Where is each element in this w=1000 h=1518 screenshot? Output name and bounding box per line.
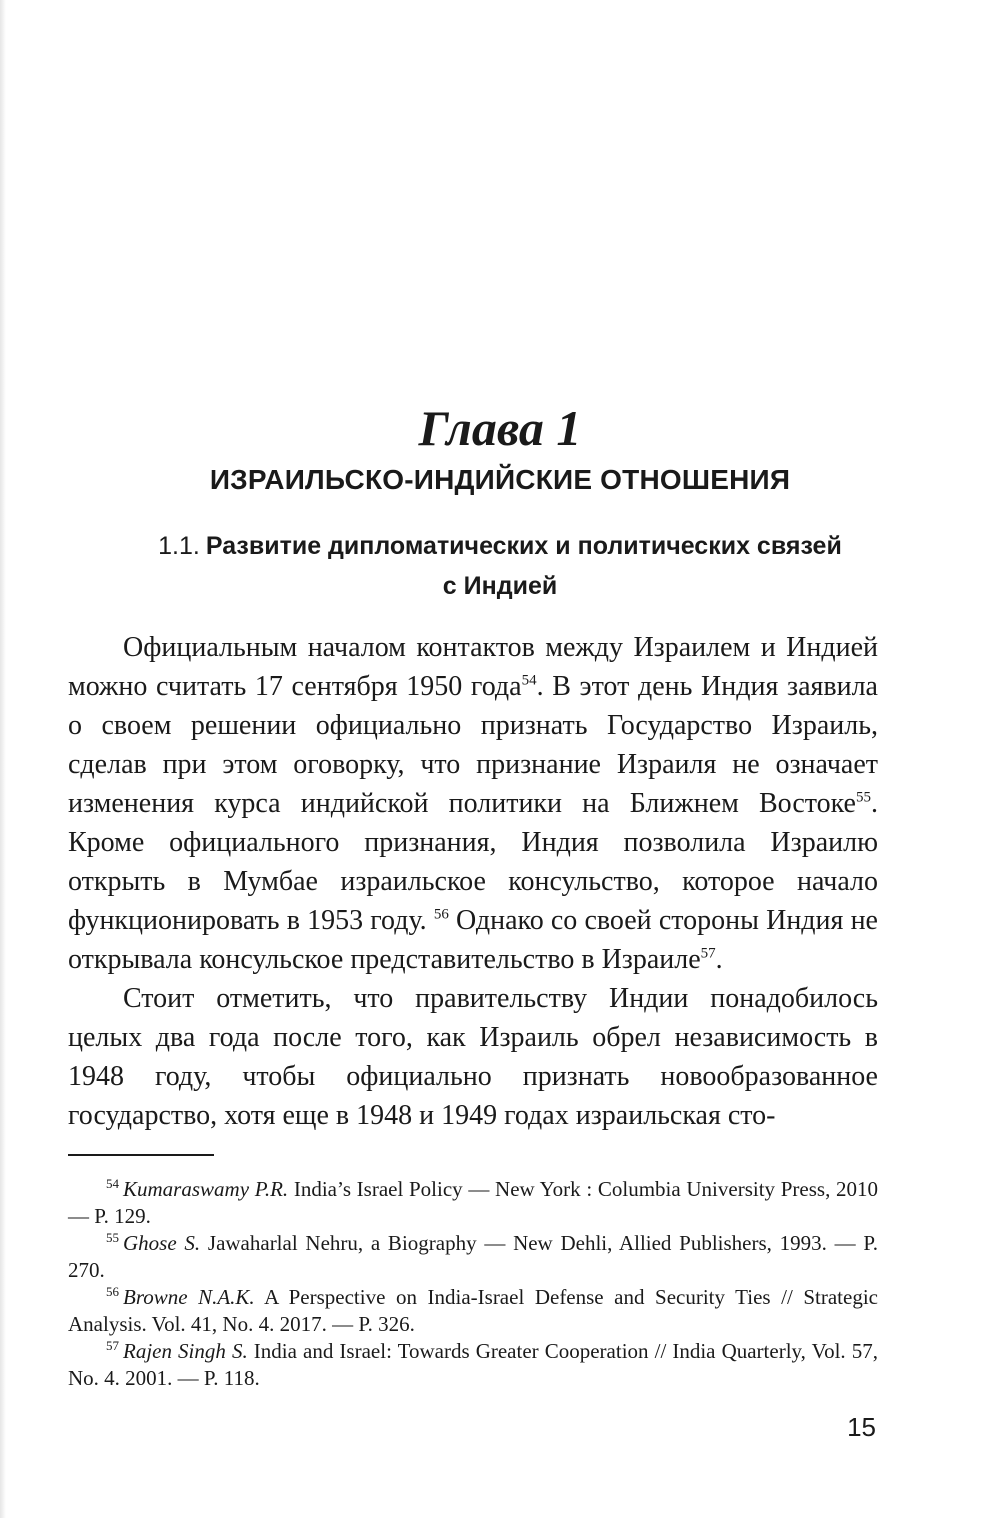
footnote-divider	[68, 1154, 214, 1156]
footnote-ref-56: 56	[433, 906, 449, 923]
page-edge-shadow	[0, 0, 6, 1518]
footnote-ref-54: 54	[521, 672, 537, 689]
section-number: 1.1.	[158, 532, 200, 560]
footnote-author: Rajen Singh S.	[123, 1339, 248, 1363]
footnote-56	[68, 1284, 878, 1338]
footnote-author: Ghose S.	[123, 1231, 201, 1255]
footnotes	[68, 1176, 878, 1392]
section-heading	[100, 526, 900, 606]
footnote-text: A Perspective on India-Israel Defense and Security Ties // Strategic Analysis. Vol. 41, No. 4. 2017. — P. 326.	[68, 1285, 878, 1336]
section-title-line1: Развитие дипломатических и политических связей	[205, 532, 842, 560]
footnote-number: 57	[106, 1338, 119, 1353]
footnote-number: 55	[106, 1230, 119, 1245]
paragraph-1-text-d: Однако со своей стороны Индия не открывала консульское представительство в Израиле	[68, 905, 878, 975]
body-text	[68, 628, 878, 1135]
footnote-author: Kumaraswamy P.R.	[123, 1177, 289, 1201]
page-number: 15	[847, 1412, 876, 1442]
footnote-text: India’s Israel Policy — New York : Columbia University Press, 2010 — P. 129.	[68, 1177, 879, 1228]
footnote-ref-55: 55	[856, 789, 871, 806]
footnote-text: Jawaharlal Nehru, a Biography — New Dehli, Allied Publishers, 1993. — P. 270.	[68, 1231, 878, 1282]
paragraph-2: Стоит отметить, что правительству Индии понадобилось целых два года после того, как Израиль обрел независимость в 1948 году, чтобы официально признать новообразованное государство, хотя еще в 1948 и 1949 годах израильская сто-	[68, 983, 878, 1131]
chapter-title: Глава 1	[418, 400, 582, 456]
footnote-54	[68, 1176, 878, 1230]
footnote-number: 56	[106, 1284, 119, 1299]
footnote-number: 54	[106, 1176, 119, 1191]
paragraph-1-text-e: .	[715, 944, 723, 975]
paragraph-1	[68, 628, 878, 979]
footnote-55	[68, 1230, 878, 1284]
paragraph-1-text-c: . Кроме официального признания, Индия позволила Израилю открыть в Мумбае израильское консульство, которое начало функционировать в 1953 году.	[68, 788, 878, 936]
footnote-ref-57: 57	[700, 945, 716, 962]
footnote-57	[68, 1338, 878, 1392]
chapter-subtitle: ИЗРАИЛЬСКО-ИНДИЙСКИЕ ОТНОШЕНИЯ	[209, 464, 791, 495]
section-title-line2: с Индией	[442, 572, 558, 600]
paragraph-1-text-b: . В этот день Индия заявила о своем решении официально признать Государство Израиль, сделав при этом оговорку, что признание Израиля не означает изменения курса индийской политики на Ближнем Востоке	[68, 671, 878, 819]
footnote-author: Browne N.A.K.	[123, 1285, 255, 1309]
paragraph-1-text-a: Официальным началом контактов между Израилем и Индией можно считать 17 сентября 1950 года	[68, 632, 878, 702]
footnote-text: India and Israel: Towards Greater Cooperation // India Quarterly, Vol. 57, No. 4. 2001. — P. 118.	[68, 1339, 878, 1390]
